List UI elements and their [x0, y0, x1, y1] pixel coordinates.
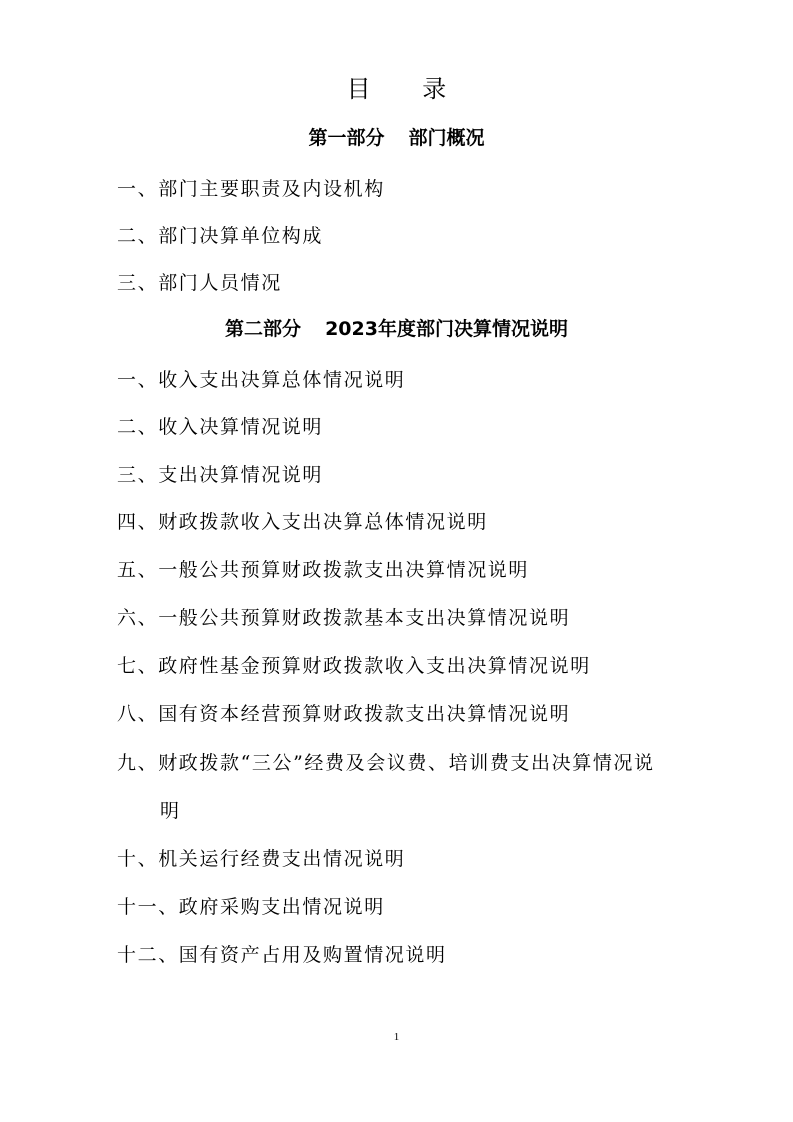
- toc-item[interactable]: 十、机关运行经费支出情况说明: [117, 848, 406, 870]
- toc-item[interactable]: 一、部门主要职责及内设机构: [117, 178, 385, 200]
- toc-item[interactable]: 五、一般公共预算财政拨款支出决算情况说明: [117, 559, 530, 581]
- toc-item[interactable]: 十二、国有资产占用及购置情况说明: [117, 944, 447, 966]
- toc-item[interactable]: 二、收入决算情况说明: [117, 416, 324, 438]
- toc-item[interactable]: 七、政府性基金预算财政拨款收入支出决算情况说明: [117, 655, 591, 677]
- page-title: 目 录: [346, 75, 469, 103]
- toc-item[interactable]: 二、部门决算单位构成: [117, 225, 324, 247]
- part-two-heading: [0, 315, 793, 343]
- part-one-heading: [0, 124, 793, 152]
- toc-item[interactable]: 八、国有资本经营预算财政拨款支出决算情况说明: [117, 703, 571, 725]
- toc-item[interactable]: 十一、政府采购支出情况说明: [117, 896, 385, 918]
- part-one-name: 部门概况: [408, 127, 485, 149]
- toc-item-continuation[interactable]: 明: [160, 800, 181, 822]
- toc-item[interactable]: 三、部门人员情况: [117, 272, 282, 294]
- page-number: 1: [393, 1031, 400, 1043]
- toc-item[interactable]: 九、财政拨款“三公”经费及会议费、培训费支出决算情况说: [117, 752, 655, 774]
- toc-item[interactable]: 一、收入支出决算总体情况说明: [117, 369, 406, 391]
- part-two-name: 2023年度部门决算情况说明: [325, 318, 568, 340]
- part-one-label: 第一部分: [308, 127, 385, 149]
- toc-item[interactable]: 三、支出决算情况说明: [117, 464, 324, 486]
- toc-item[interactable]: 六、一般公共预算财政拨款基本支出决算情况说明: [117, 607, 571, 629]
- toc-item[interactable]: 四、财政拨款收入支出决算总体情况说明: [117, 511, 488, 533]
- part-two-label: 第二部分: [225, 318, 302, 340]
